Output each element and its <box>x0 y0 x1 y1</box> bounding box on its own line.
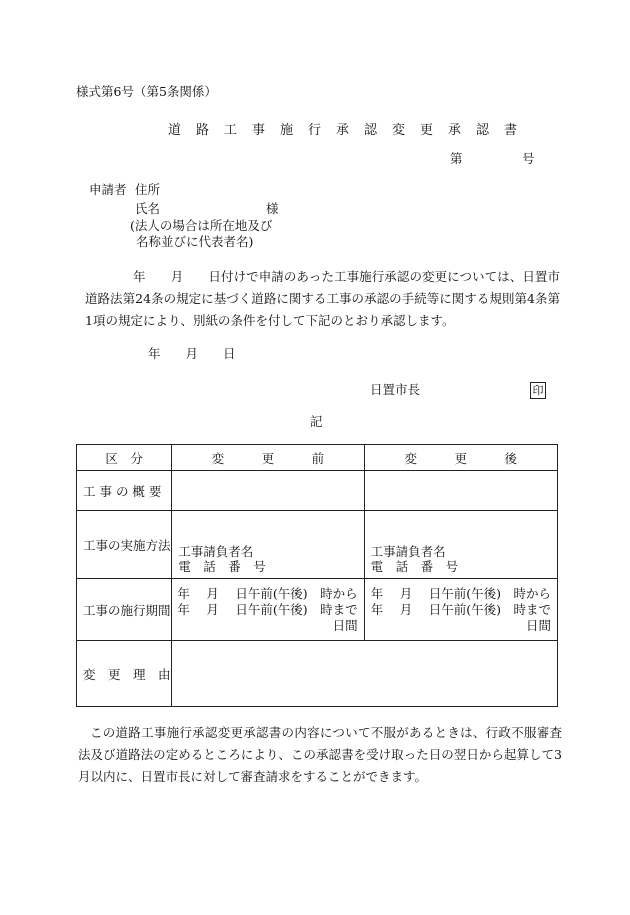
corporate-note-line1: (法人の場合は所在地及び <box>130 218 273 233</box>
period-days: 日間 <box>332 617 358 633</box>
contractor-label: 工事請負者名 <box>178 544 254 559</box>
row-label-overview: 工 事 の 概 要 <box>77 471 172 511</box>
address-label: 住所 <box>135 182 161 197</box>
overview-after-cell <box>364 471 557 511</box>
row-label-period: 工事の施行期間 <box>77 579 172 641</box>
number-prefix: 第 <box>450 151 463 166</box>
period-after-cell <box>364 579 557 641</box>
header-before: 変 更 前 <box>172 445 364 471</box>
name-label: 氏名 <box>135 201 161 216</box>
table-row-method <box>77 511 558 579</box>
corporate-note-line2: 名称並びに代表者名) <box>136 234 254 249</box>
document-title: 道路工事施行承認変更承認書 <box>168 123 533 138</box>
issuer-name: 日置市長 <box>370 382 421 397</box>
method-before-cell <box>172 511 364 579</box>
period-from: 年 月 日午前(午後) 時から <box>177 585 358 601</box>
row-label-method: 工事の実施方法 <box>77 511 172 579</box>
number-suffix: 号 <box>522 151 535 166</box>
seal-mark: 印 <box>530 382 546 399</box>
ki-heading: 記 <box>310 414 323 429</box>
period-to: 年 月 日午前(午後) 時まで <box>370 601 551 617</box>
header-category: 区 分 <box>77 445 172 471</box>
change-table <box>76 444 558 707</box>
header-after: 変 更 後 <box>364 445 557 471</box>
period-from: 年 月 日午前(午後) 時から <box>370 585 551 601</box>
period-days: 日間 <box>525 617 551 633</box>
table-header-row <box>77 445 558 471</box>
method-after-cell <box>364 511 557 579</box>
issue-date: 年 月 日 <box>148 346 236 361</box>
table-row-period <box>77 579 558 641</box>
period-to: 年 月 日午前(午後) 時まで <box>177 601 358 617</box>
reason-cell <box>172 641 558 707</box>
appeal-notice: この道路工事施行承認変更承認書の内容について不服があるときは、行政不服審査法及び道路法の定めるところにより、この承認書を受け取った日の翌日から起算して3月以内に、日置市長に対して審査請求をすることができます。 <box>78 725 562 784</box>
phone-label: 電 話 番 号 <box>370 559 459 574</box>
row-label-reason: 変 更 理 由 <box>77 641 172 707</box>
honorific: 様 <box>266 201 279 216</box>
table-row-overview <box>77 471 558 511</box>
applicant-label: 申請者 <box>89 182 127 197</box>
table-row-reason <box>77 641 558 707</box>
form-id: 様式第6号（第5条関係） <box>76 84 217 99</box>
contractor-label: 工事請負者名 <box>370 544 446 559</box>
period-before-cell <box>172 579 364 641</box>
approval-paragraph: 年 月 日付けで申請のあった工事施行承認の変更については、日置市道路法第24条の規定に基づく道路に関する工事の承認の手続等に関する規則第4条第1項の規定により、別紙の条件を付して下記のとおり承認します。 <box>85 269 560 328</box>
phone-label: 電 話 番 号 <box>178 559 266 574</box>
overview-before-cell <box>172 471 364 511</box>
